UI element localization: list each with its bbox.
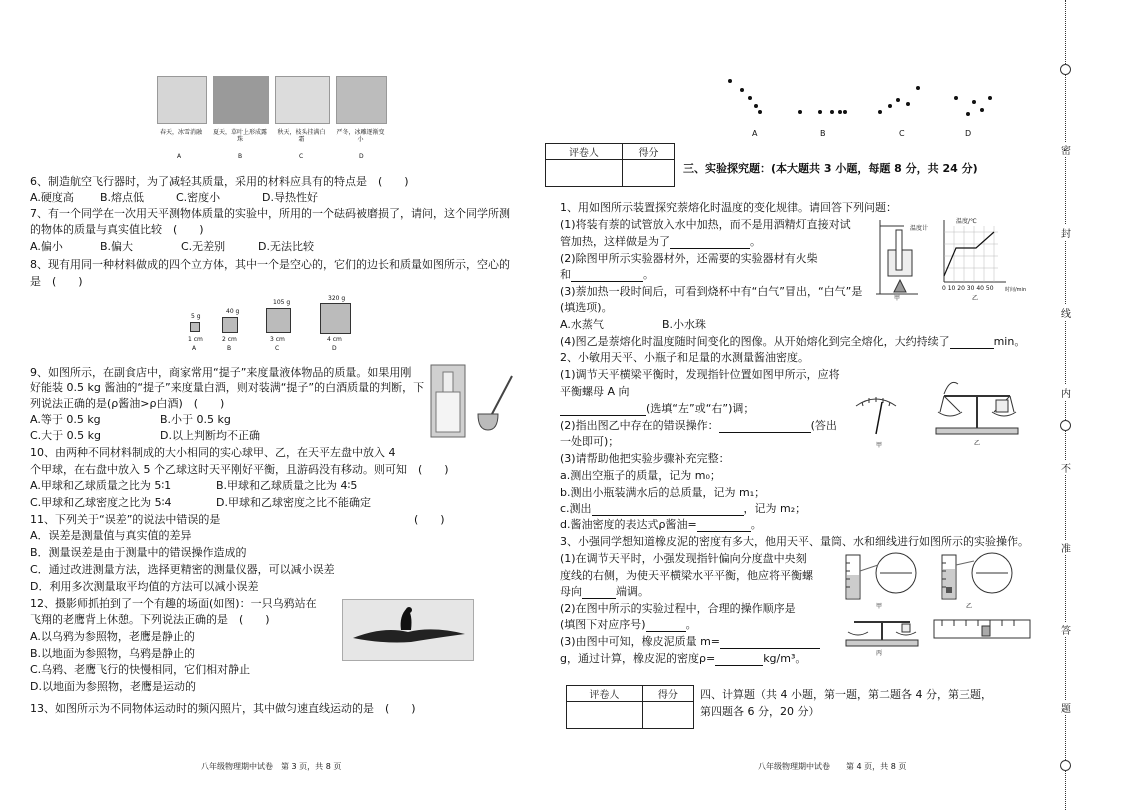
e1-line5-text: 和	[560, 268, 571, 281]
cube-c-letter: C	[275, 345, 280, 352]
section4-title-line1: 四、计算题（共 4 小题，第一题，第二题各 4 分，第三题，	[700, 688, 992, 701]
e3-line4-tail: 端调。	[616, 585, 649, 598]
q13-stem: 13、如图所示为不同物体运动时的频闪照片，其中做匀速直线运动的是 ( )	[30, 702, 416, 715]
q7-stem-line2: 的物体的质量与真实值比较 ( )	[30, 223, 204, 236]
e3-line8-text: g，通过计算，橡皮泥的密度ρ=	[560, 652, 716, 665]
bottle-ladle-figure	[430, 364, 516, 438]
e3-blank2[interactable]	[646, 620, 686, 632]
section4-title-line2: 第四题各 6 分，20 分）	[700, 705, 820, 718]
e1-blank4[interactable]	[950, 337, 994, 349]
q8-stem-line2: 是 ( )	[30, 275, 83, 288]
q9-stem-line2: 好能装 0.5 kg 酱油的“提子”来度量白酒，则对装满“提子”的白酒质量的判断，下	[30, 381, 425, 394]
binding-circle-1	[1060, 64, 1071, 75]
e3-blank3[interactable]	[720, 637, 820, 649]
q10-option-a[interactable]: A.甲球和乙球质量之比为 5∶1	[30, 479, 172, 492]
score-box2-grader-label: 评卷人	[567, 686, 643, 702]
q11-option-c[interactable]: C．通过改进测量方法，选择更精密的测量仪器，可以减小误差	[30, 563, 335, 576]
e2-blank4[interactable]	[697, 520, 751, 532]
binding-circle-2	[1060, 420, 1071, 431]
q12-stem-line2: 飞翔的老鹰背上休憩。下列说法正确的是 ( )	[30, 613, 270, 626]
e2-line1: 2、小敏用天平、小瓶子和足量的水测量酱油密度。	[560, 351, 809, 364]
e3-line8	[560, 652, 806, 666]
q11-answer-paren[interactable]: ( )	[414, 513, 445, 526]
e2-line4	[560, 402, 754, 416]
cube-a	[190, 322, 200, 332]
e2-line3: 平衡螺母 A 向	[560, 385, 630, 398]
q7-option-b[interactable]: B.偏大	[100, 240, 134, 253]
e2-step-a: a.测出空瓶子的质量，记为 m₀；	[560, 469, 721, 482]
e3-line6: (填图下对应序号) 。	[560, 618, 697, 631]
q8-stem-line1: 8、现有用同一种材料做成的四个立方体，其中一个是空心的，它们的边长和质量如图所示，空心的	[30, 258, 510, 271]
q12-stem-line1: 12、摄影师抓拍到了一个有趣的场面(如图)：一只乌鸦站在	[30, 597, 317, 610]
e2-line6: 一处即可)；	[560, 435, 620, 448]
q12-option-a[interactable]: A.以乌鸦为参照物，老鹰是静止的	[30, 630, 195, 643]
e2-line7: (3)请帮助他把实验步骤补充完整：	[560, 452, 730, 465]
q9-option-b[interactable]: B.小于 0.5 kg	[160, 413, 231, 426]
cube-b-letter: B	[227, 345, 232, 352]
cube-d-edge: 4 cm	[327, 336, 342, 343]
e1-graph-ylabel: 温度/℃	[956, 218, 977, 225]
season-letter-c: C	[299, 153, 304, 160]
binding-char-4: 内	[1059, 385, 1073, 400]
e2-fig-jia-label: 甲	[876, 442, 883, 449]
binding-char-3: 线	[1059, 305, 1073, 320]
e1-line9-text: (4)图乙是萘熔化时温度随时间变化的图像。从开始熔化到完全熔化，大约持续了	[560, 335, 950, 348]
q7-option-a[interactable]: A.偏小	[30, 240, 63, 253]
e1-temp-time-graph	[936, 218, 1008, 292]
score-box2-grader-cell[interactable]	[567, 702, 643, 729]
e3-cylinder-jia-figure	[840, 551, 922, 601]
cube-b-edge: 2 cm	[222, 336, 237, 343]
e3-line7	[560, 635, 820, 649]
e1-line6: (3)萘加热一段时间后，可看到烧杯中有“白气”冒出，“白气”是	[560, 285, 863, 298]
score-box2-score-cell[interactable]	[642, 702, 693, 729]
e1-line3-text: 管加热，这样做是为了	[560, 235, 670, 248]
score-box-grader-label: 评卷人	[546, 144, 623, 160]
q7-option-c[interactable]: C.无差别	[181, 240, 226, 253]
e1-line9-unit: min。	[993, 335, 1026, 348]
e2-fig-yi-label: 乙	[974, 440, 981, 447]
season-photo-c	[275, 76, 330, 124]
score-box-grader-cell[interactable]	[546, 160, 623, 187]
e3-line5: (2)在图中所示的实验过程中，合理的操作顺序是	[560, 602, 796, 615]
binding-dotted-line	[1065, 0, 1066, 810]
binding-char-6: 准	[1059, 540, 1073, 555]
binding-char-2: 封	[1059, 225, 1073, 240]
q6-option-d[interactable]: D.导热性好	[262, 191, 318, 204]
e2-step-d-text: d.酱油密度的表达式ρ酱油=	[560, 518, 697, 531]
score-box-score-cell[interactable]	[622, 160, 674, 187]
q6-option-b[interactable]: B.熔点低	[100, 191, 145, 204]
binding-char-8: 题	[1059, 700, 1073, 715]
e3-blank1[interactable]	[582, 587, 616, 599]
q12-option-c[interactable]: C.乌鸦、老鹰飞行的快慢相同，它们相对静止	[30, 663, 251, 676]
score-box2-score-label: 得分	[642, 686, 693, 702]
e1-blank2[interactable]	[571, 270, 643, 282]
cube-a-edge: 1 cm	[188, 336, 203, 343]
section3-title: 三、实验探究题：(本大题共 3 小题，每题 8 分，共 24 分)	[683, 162, 978, 175]
q6-stem: 6、制造航空飞行器时，为了减轻其质量，采用的材料应具有的特点是 ( )	[30, 175, 409, 188]
e1-graph-xlabel: 时间/min	[1005, 287, 1027, 293]
strobe-letter-a: A	[752, 129, 758, 138]
cube-c	[266, 308, 291, 333]
q7-stem-line1: 7、有一个同学在一次用天平测物体质量的实验中，所用的一个砝码被磨损了，请问，这个同学所测	[30, 207, 510, 220]
e2-line2: (1)调节天平横梁平衡时，发现指针位置如图甲所示，应将	[560, 368, 840, 381]
q11-option-d[interactable]: D．利用多次测量取平均值的方法可以减小误差	[30, 580, 259, 593]
q12-option-d[interactable]: D.以地面为参照物，老鹰是运动的	[30, 680, 196, 693]
e3-line1: 3、小强同学想知道橡皮泥的密度有多大，他用天平、量筒、水和细线进行如图所示的实验操作。	[560, 535, 1029, 548]
cube-c-edge: 3 cm	[270, 336, 285, 343]
e3-fig-bing-label: 丙	[876, 650, 883, 657]
q10-option-b[interactable]: B.甲球和乙球质量之比为 4∶5	[216, 479, 358, 492]
e1-line2: (1)将装有萘的试管放入水中加热，而不是用酒精灯直接对试	[560, 218, 851, 231]
q11-stem: 11、下列关于“误差”的说法中错误的是	[30, 513, 221, 526]
q9-option-a[interactable]: A.等于 0.5 kg	[30, 413, 101, 426]
q10-stem-line1: 10、由两种不同材料制成的大小相同的实心球甲、乙，在天平左盘中放入 4	[30, 446, 396, 459]
season-caption-d: 严冬，冰雕逐渐变小	[336, 129, 385, 143]
e3-fig-yi-label: 乙	[966, 603, 973, 610]
e1-fig-yi-label: 乙	[972, 295, 979, 302]
e3-fig-jia-label: 甲	[876, 603, 883, 610]
season-caption-c: 秋天，枝头挂满白霜	[277, 129, 326, 143]
e2-blank1[interactable]	[560, 404, 646, 416]
e1-fig-jia-label: 甲	[894, 295, 901, 302]
e1-line9	[560, 335, 1025, 349]
e2-line5-text: (2)指出图乙中存在的错误操作：	[560, 419, 719, 432]
q10-stem-line2: 个甲球，在右盘中放入 5 个乙球这时天平刚好平衡，且游码没有移动。则可知 ( )	[30, 463, 449, 476]
e2-line5-tail: (答出	[810, 419, 837, 432]
e3-line8-unit: kg/m³。	[763, 652, 807, 665]
e1-graph-xticks: 0 10 20 30 40 50	[942, 285, 994, 292]
e2-balance-figure	[930, 372, 1024, 436]
q7-option-d[interactable]: D.无法比较	[258, 240, 314, 253]
q10-option-d[interactable]: D.甲球和乙球密度之比不能确定	[216, 496, 371, 509]
q11-option-b[interactable]: B．测量误差是由于测量中的错误操作造成的	[30, 546, 247, 559]
strobe-letter-c: C	[899, 129, 905, 138]
e1-line5: 和 。	[560, 268, 654, 281]
binding-char-5: 不	[1059, 460, 1073, 475]
e3-line6-text: (填图下对应序号)	[560, 618, 646, 631]
e1-line4: (2)除图甲所示实验器材外，还需要的实验器材有火柴	[560, 252, 818, 265]
e3-line2: (1)在调节天平时，小强发现指针偏向分度盘中央刻	[560, 552, 807, 565]
e1-line3: 管加热，这样做是为了 。	[560, 235, 761, 248]
e3-line4-text: 母向	[560, 585, 582, 598]
e2-blank2[interactable]	[719, 421, 811, 433]
right-footer: 八年级物理期中试卷 第 4 页，共 8 页	[758, 762, 907, 771]
cube-d	[320, 303, 351, 334]
q9-stem-line1: 9、如图所示，在副食店中，商家常用“提子”来度量液体物品的质量。如果用刚	[30, 366, 412, 379]
season-photo-b	[213, 76, 269, 124]
e3-line7-text: (3)由图中可知，橡皮泥质量 m=	[560, 635, 721, 648]
binding-circle-3	[1060, 760, 1071, 771]
e3-cylinder-yi-figure	[936, 551, 1018, 601]
binding-char-1: 密	[1059, 142, 1073, 157]
e2-line5	[560, 419, 837, 433]
e3-blank4[interactable]	[715, 654, 763, 666]
strobe-photos	[720, 76, 1000, 126]
q12-option-b[interactable]: B.以地面为参照物，乌鸦是静止的	[30, 647, 196, 660]
q9-stem-line3: 列说法正确的是(ρ酱油>ρ白酒) ( )	[30, 397, 225, 410]
cube-b-mass: 40 g	[226, 308, 240, 315]
e2-step-d: d.酱油密度的表达式ρ酱油= 。	[560, 518, 762, 531]
cube-c-mass: 105 g	[273, 299, 291, 306]
q9-option-d[interactable]: D.以上判断均不正确	[160, 429, 260, 442]
q9-option-c[interactable]: C.大于 0.5 kg	[30, 429, 102, 442]
e1-thermometer-label: 温度计	[910, 225, 929, 232]
q6-option-c[interactable]: C.密度小	[176, 191, 221, 204]
score-box-section3	[545, 143, 675, 187]
e2-line4-text: (选填“左”或“右”)调；	[646, 402, 755, 415]
season-photo-d	[336, 76, 387, 124]
e2-step-c	[560, 502, 806, 516]
e1-line7: (填选项)。	[560, 301, 613, 314]
cube-a-mass: 5 g	[191, 313, 201, 320]
season-letter-a: A	[177, 153, 182, 160]
strobe-letter-d: D	[965, 129, 972, 138]
season-letter-b: B	[238, 153, 243, 160]
cube-b	[222, 317, 238, 333]
e3-line3: 度线的右侧，为使天平横梁水平平衡，他应将平衡螺	[560, 569, 813, 582]
e1-option-a[interactable]: A.水蒸气	[560, 318, 604, 331]
q6-option-a[interactable]: A.硬度高	[30, 191, 74, 204]
cube-a-letter: A	[192, 345, 197, 352]
q11-option-a[interactable]: A．误差是测量值与真实值的差异	[30, 529, 192, 542]
cube-d-letter: D	[332, 345, 337, 352]
season-caption-b: 夏天，草叶上形成露珠	[213, 129, 268, 143]
q10-option-c[interactable]: C.甲球和乙球密度之比为 5∶4	[30, 496, 172, 509]
left-footer: 八年级物理期中试卷 第 3 页，共 8 页	[201, 762, 342, 771]
e2-pointer-dial-figure	[852, 392, 900, 438]
season-caption-a: 春天，冰雪消融	[159, 129, 202, 136]
eagle-crow-photo	[342, 599, 474, 661]
strobe-letter-b: B	[820, 129, 826, 138]
cube-d-mass: 320 g	[328, 295, 346, 302]
e1-blank1[interactable]	[670, 237, 750, 249]
e3-line4	[560, 585, 649, 599]
season-letter-d: D	[359, 153, 364, 160]
score-box-score-label: 得分	[622, 144, 674, 160]
e3-balance-bing-figure	[842, 612, 1034, 648]
e2-step-b: b.测出小瓶装满水后的总质量，记为 m₁；	[560, 486, 766, 499]
e2-blank3[interactable]	[592, 504, 744, 516]
e2-step-c-tail: ，记为 m₂；	[743, 502, 807, 515]
score-box-section4	[566, 685, 694, 729]
season-photo-a	[157, 76, 207, 124]
e1-line1: 1、用如图所示装置探究萘熔化时温度的变化规律。请回答下列问题：	[560, 201, 897, 214]
e2-step-c-text: c.测出	[560, 502, 592, 515]
binding-char-7: 答	[1059, 622, 1073, 637]
e1-option-b[interactable]: B.小水珠	[662, 318, 707, 331]
